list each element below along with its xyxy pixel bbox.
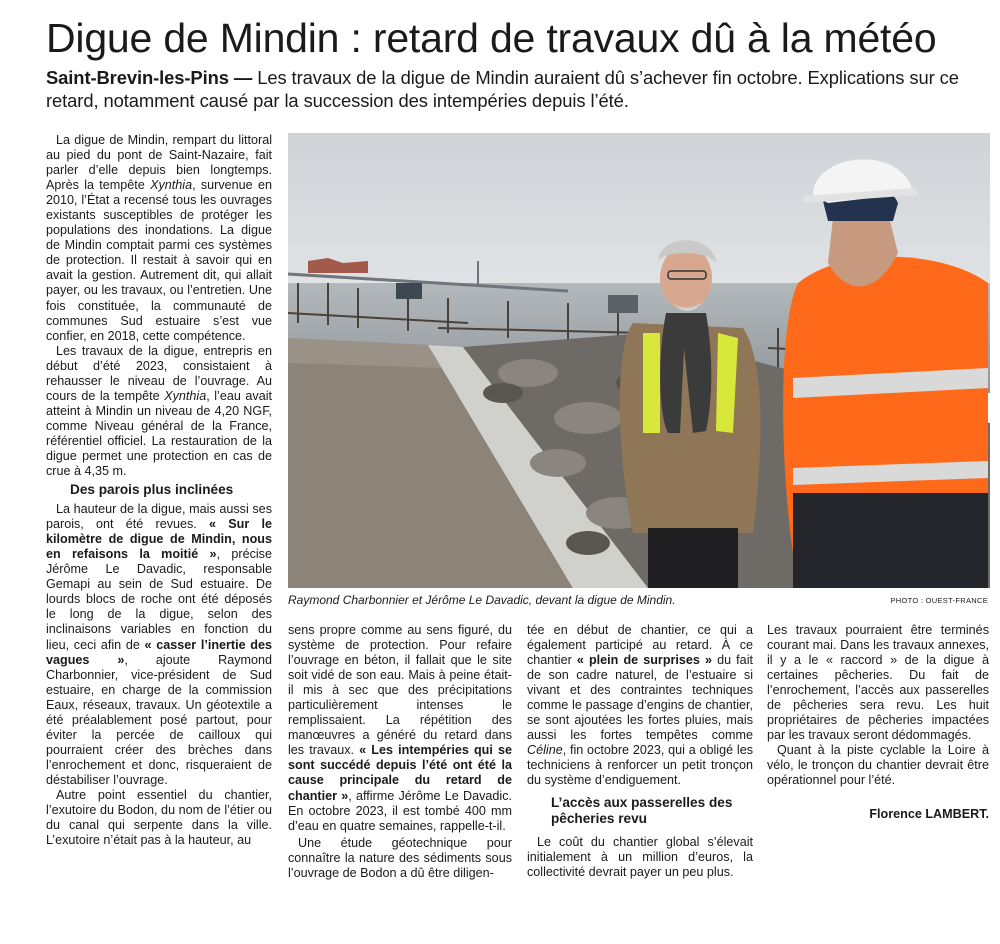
headline: Digue de Mindin : retard de travaux dû à la météo bbox=[46, 15, 937, 61]
paragraph: La digue de Mindin, rempart du littoral au pied du pont de Saint-Nazaire, fait parler d’elle depuis bien longtemps. Après la tempête Xynthia, survenue en 2010, l’État a recensé tous les ouvrages existants susceptibles de protéger les populations des inondations. La digue de Mindin comptait parmi ces systèmes de protection. Il restait à savoir qui en avait la gestion. Autrement dit, qui allait payer, ou les travaux, ou l’entretien. Une fois constituée, la communauté de communes Sud estuaire s’est vue confier, en 2018, cette compétence. bbox=[46, 133, 272, 343]
paragraph: tée en début de chantier, ce qui a également participé au retard. À ce chantier « plein de surprises » du fait de son cadre naturel, de l’estuaire si vivant et des contraintes techniques comme le passage d’engins de chantier, se sont ajoutées les fortes pluies, mais aussi les fortes tempêtes comme Céline, fin octobre 2023, qui a obligé les techniciens à renforcer un petit tronçon du système d’endiguement. bbox=[527, 623, 753, 788]
photo-illustration bbox=[288, 133, 990, 588]
article-photo bbox=[288, 133, 990, 588]
photo-caption: Raymond Charbonnier et Jérôme Le Davadic, devant la digue de Mindin. bbox=[288, 593, 676, 607]
standfirst-text: Les travaux de la digue de Mindin auraient dû s’achever fin octobre. Explications sur ce retard, notamment causé par la succession des intempéries depuis l’été. bbox=[46, 67, 959, 111]
photo-credit: PHOTO : OUEST-FRANCE bbox=[890, 596, 988, 605]
paragraph: La hauteur de la digue, mais aussi ses parois, ont été revues. « Sur le kilomètre de digue de Mindin, nous en refaisons la moitié », précise Jérôme Le Davadic, responsable Gemapi au sein de Sud estuaire. De lourds blocs de roche ont été déposés le long de la digue, selon des inclinaisons variables en fonction du lieu, ceci afin de « casser l’inertie des vagues », ajoute Raymond Charbonnier, vice-président de Sud estuaire, en charge de la commission Eaux, réseaux, travaux. Un géotextile a été préalablement posé partout, pour éviter la percée de cailloux qui pourraient créer des brèches dans l’enrochement et donc, risqueraient de déstabiliser l’ouvrage. bbox=[46, 502, 273, 787]
dateline-place: Saint-Brevin-les-Pins — bbox=[46, 67, 253, 88]
paragraph: Le coût du chantier global s’élevait initialement à un million d’euros, la collectivité devrait payer un peu plus. bbox=[527, 834, 753, 879]
paragraph: Autre point essentiel du chantier, l’exutoire du Bodon, du nom de l’étier ou du canal qui serpente dans la ville. L’exutoire n’était pas à la hauteur, au bbox=[46, 787, 272, 848]
column-1 bbox=[46, 133, 272, 848]
column-2 bbox=[288, 623, 512, 881]
subheading: Des parois plus inclinées bbox=[70, 482, 234, 498]
subheading: L’accès aux passerelles des pêcheries revu bbox=[551, 794, 733, 826]
paragraph: Les travaux de la digue, entrepris en début d’été 2023, consistaient à rehausser le niveau de l’ouvrage. Au cours de la tempête Xynthia, l’eau avait atteint à Mindin un niveau de 4,20 NGF, comme Niveau général de la France, référentiel officiel. La restauration de la digue permet une protection en cas de crue à 4,35 m. bbox=[46, 343, 272, 479]
byline: Florence LAMBERT. bbox=[869, 806, 989, 821]
column-4 bbox=[767, 623, 989, 822]
paragraph: sens propre comme au sens figuré, du système de protection. Pour refaire l’ouvrage en béton, il fallait que le site soit vidé de son eau. Mais à peine était-il mis à sec que des précipitations particulièrement intenses le remplissaient. La répétition des manœuvres a généré du retard dans les travaux. « Les intempéries qui se sont succédé depuis l’été ont été la cause principale du retard de chantier », affirme Jérôme Le Davadic. En octobre 2023, il est tombé 400 mm d’eau en quatre semaines, rappelle-t-il. bbox=[288, 623, 512, 833]
paragraph: Quant à la piste cyclable la Loire à vélo, le tronçon du chantier devrait être opérationnel pour l’été. bbox=[767, 743, 989, 788]
paragraph: Une étude géotechnique pour connaître la nature des sédiments sous l’ouvrage de Bodon a dû être diligen- bbox=[288, 835, 512, 880]
paragraph: Les travaux pourraient être terminés courant mai. Dans les travaux annexes, il y a le « raccord » de la digue à certaines pêcheries. Du fait de l’enrochement, l’accès aux passerelles de pêcheries sera revu. Les huit propriétaires de pêcheries impactées par les travaux seront dédommagés. bbox=[767, 623, 989, 743]
column-3 bbox=[527, 623, 753, 880]
standfirst bbox=[46, 66, 986, 112]
